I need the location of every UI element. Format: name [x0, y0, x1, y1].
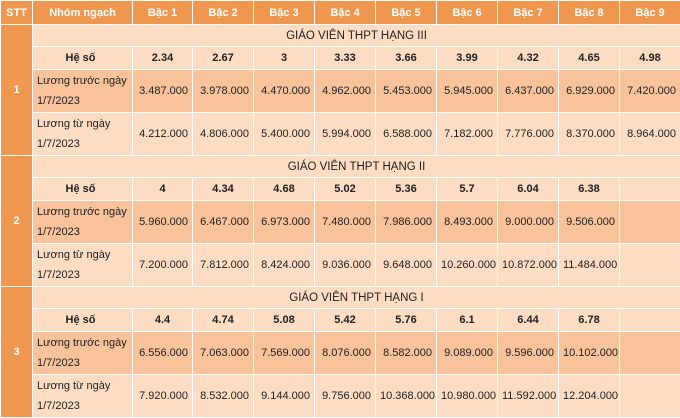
header-level-5: Bậc 5 [376, 1, 437, 25]
header-level-4: Bậc 4 [315, 1, 376, 25]
coefficient-cell: 3.33 [315, 47, 376, 70]
section-title-row [1, 25, 680, 47]
salary-after-cell: 8.532.000 [193, 375, 254, 418]
salary-before-cell: 6.556.000 [133, 332, 193, 375]
salary-after-row [1, 375, 680, 418]
coefficient-cell: 2.34 [133, 47, 193, 70]
coefficient-cell: 6.04 [498, 178, 559, 201]
coefficient-cell: 5.08 [254, 309, 315, 332]
salary-before-cell: 5.453.000 [376, 70, 437, 113]
salary-before-cell: 4.470.000 [254, 70, 315, 113]
header-row [1, 1, 680, 25]
coefficient-cell: 5.76 [376, 309, 437, 332]
salary-before-row [1, 70, 680, 113]
salary-after-cell: 8.964.000 [620, 113, 680, 156]
salary-before-cell [620, 332, 680, 375]
stt-cell: 3 [1, 287, 33, 418]
salary-before-cell: 6.467.000 [193, 201, 254, 244]
salary-before-cell: 7.569.000 [254, 332, 315, 375]
salary-after-cell: 11.484.000 [559, 244, 620, 287]
salary-before-cell: 3.487.000 [133, 70, 193, 113]
header-level-2: Bậc 2 [193, 1, 254, 25]
salary-after-cell: 7.920.000 [133, 375, 193, 418]
salary-before-cell: 9.000.000 [498, 201, 559, 244]
salary-after-cell: 9.036.000 [315, 244, 376, 287]
coefficient-cell: 3.99 [437, 47, 498, 70]
salary-after-cell: 7.776.000 [498, 113, 559, 156]
salary-after-cell: 6.588.000 [376, 113, 437, 156]
salary-before-cell: 9.089.000 [437, 332, 498, 375]
section-title: GIÁO VIÊN THPT HẠNG III [33, 25, 680, 47]
salary-after-cell: 5.400.000 [254, 113, 315, 156]
salary-after-cell: 10.872.000 [498, 244, 559, 287]
stt-cell: 1 [1, 25, 33, 156]
salary-before-cell: 7.063.000 [193, 332, 254, 375]
salary-after-cell: 5.994.000 [315, 113, 376, 156]
salary-after-cell: 7.812.000 [193, 244, 254, 287]
salary-after-cell: 7.182.000 [437, 113, 498, 156]
salary-after-cell: 11.592.000 [498, 375, 559, 418]
header-level-9: Bậc 9 [620, 1, 680, 25]
coefficient-cell: 4.65 [559, 47, 620, 70]
coefficient-row [1, 309, 680, 332]
salary-after-cell: 8.424.000 [254, 244, 315, 287]
salary-after-label: Lương từ ngày 1/7/2023 [33, 375, 133, 418]
salary-before-label: Lương trước ngày 1/7/2023 [33, 70, 133, 113]
coefficient-cell: 4.32 [498, 47, 559, 70]
salary-before-cell: 6.437.000 [498, 70, 559, 113]
coefficient-cell: 5.36 [376, 178, 437, 201]
salary-before-cell: 9.506.000 [559, 201, 620, 244]
section-title: GIÁO VIÊN THPT HẠNG II [33, 156, 680, 178]
coefficient-label: Hệ số [33, 178, 133, 201]
salary-after-label: Lương từ ngày 1/7/2023 [33, 113, 133, 156]
section-title: GIÁO VIÊN THPT HẠNG I [33, 287, 680, 309]
salary-before-cell: 6.929.000 [559, 70, 620, 113]
coefficient-cell: 6.1 [437, 309, 498, 332]
header-group: Nhóm ngạch [33, 1, 133, 25]
section-title-row [1, 287, 680, 309]
salary-after-row [1, 113, 680, 156]
salary-after-cell: 9.756.000 [315, 375, 376, 418]
salary-before-cell: 5.945.000 [437, 70, 498, 113]
coefficient-row [1, 178, 680, 201]
salary-before-cell: 6.973.000 [254, 201, 315, 244]
salary-before-cell: 4.962.000 [315, 70, 376, 113]
salary-after-cell [620, 244, 680, 287]
salary-after-row [1, 244, 680, 287]
salary-before-cell: 9.596.000 [498, 332, 559, 375]
salary-before-cell: 7.420.000 [620, 70, 680, 113]
coefficient-cell: 2.67 [193, 47, 254, 70]
salary-after-cell: 7.200.000 [133, 244, 193, 287]
salary-before-cell: 7.986.000 [376, 201, 437, 244]
header-level-8: Bậc 8 [559, 1, 620, 25]
coefficient-cell [620, 309, 680, 332]
coefficient-cell: 3.66 [376, 47, 437, 70]
salary-after-cell: 10.368.000 [376, 375, 437, 418]
coefficient-label: Hệ số [33, 309, 133, 332]
salary-after-cell: 10.980.000 [437, 375, 498, 418]
header-level-7: Bậc 7 [498, 1, 559, 25]
coefficient-cell: 5.42 [315, 309, 376, 332]
coefficient-cell [620, 178, 680, 201]
salary-before-cell [620, 201, 680, 244]
salary-before-cell: 8.493.000 [437, 201, 498, 244]
header-stt: STT [1, 1, 33, 25]
header-level-6: Bậc 6 [437, 1, 498, 25]
coefficient-cell: 6.44 [498, 309, 559, 332]
salary-before-row [1, 201, 680, 244]
salary-after-cell: 9.144.000 [254, 375, 315, 418]
salary-after-cell: 8.370.000 [559, 113, 620, 156]
coefficient-cell: 3 [254, 47, 315, 70]
header-level-1: Bậc 1 [133, 1, 193, 25]
coefficient-cell: 4.98 [620, 47, 680, 70]
coefficient-cell: 5.7 [437, 178, 498, 201]
coefficient-row [1, 47, 680, 70]
salary-after-cell: 4.212.000 [133, 113, 193, 156]
salary-before-cell: 8.076.000 [315, 332, 376, 375]
salary-before-cell: 7.480.000 [315, 201, 376, 244]
coefficient-cell: 4.34 [193, 178, 254, 201]
header-level-3: Bậc 3 [254, 1, 315, 25]
salary-before-row [1, 332, 680, 375]
coefficient-cell: 5.02 [315, 178, 376, 201]
salary-after-label: Lương từ ngày 1/7/2023 [33, 244, 133, 287]
salary-before-cell: 5.960.000 [133, 201, 193, 244]
salary-after-cell [620, 375, 680, 418]
salary-after-cell: 4.806.000 [193, 113, 254, 156]
coefficient-cell: 4 [133, 178, 193, 201]
section-title-row [1, 156, 680, 178]
coefficient-cell: 6.38 [559, 178, 620, 201]
coefficient-cell: 6.78 [559, 309, 620, 332]
salary-before-label: Lương trước ngày 1/7/2023 [33, 201, 133, 244]
salary-before-cell: 10.102.000 [559, 332, 620, 375]
salary-before-label: Lương trước ngày 1/7/2023 [33, 332, 133, 375]
salary-before-cell: 8.582.000 [376, 332, 437, 375]
salary-after-cell: 10.260.000 [437, 244, 498, 287]
coefficient-cell: 4.4 [133, 309, 193, 332]
salary-before-cell: 3.978.000 [193, 70, 254, 113]
coefficient-cell: 4.74 [193, 309, 254, 332]
coefficient-label: Hệ số [33, 47, 133, 70]
salary-after-cell: 12.204.000 [559, 375, 620, 418]
coefficient-cell: 4.68 [254, 178, 315, 201]
stt-cell: 2 [1, 156, 33, 287]
salary-after-cell: 9.648.000 [376, 244, 437, 287]
